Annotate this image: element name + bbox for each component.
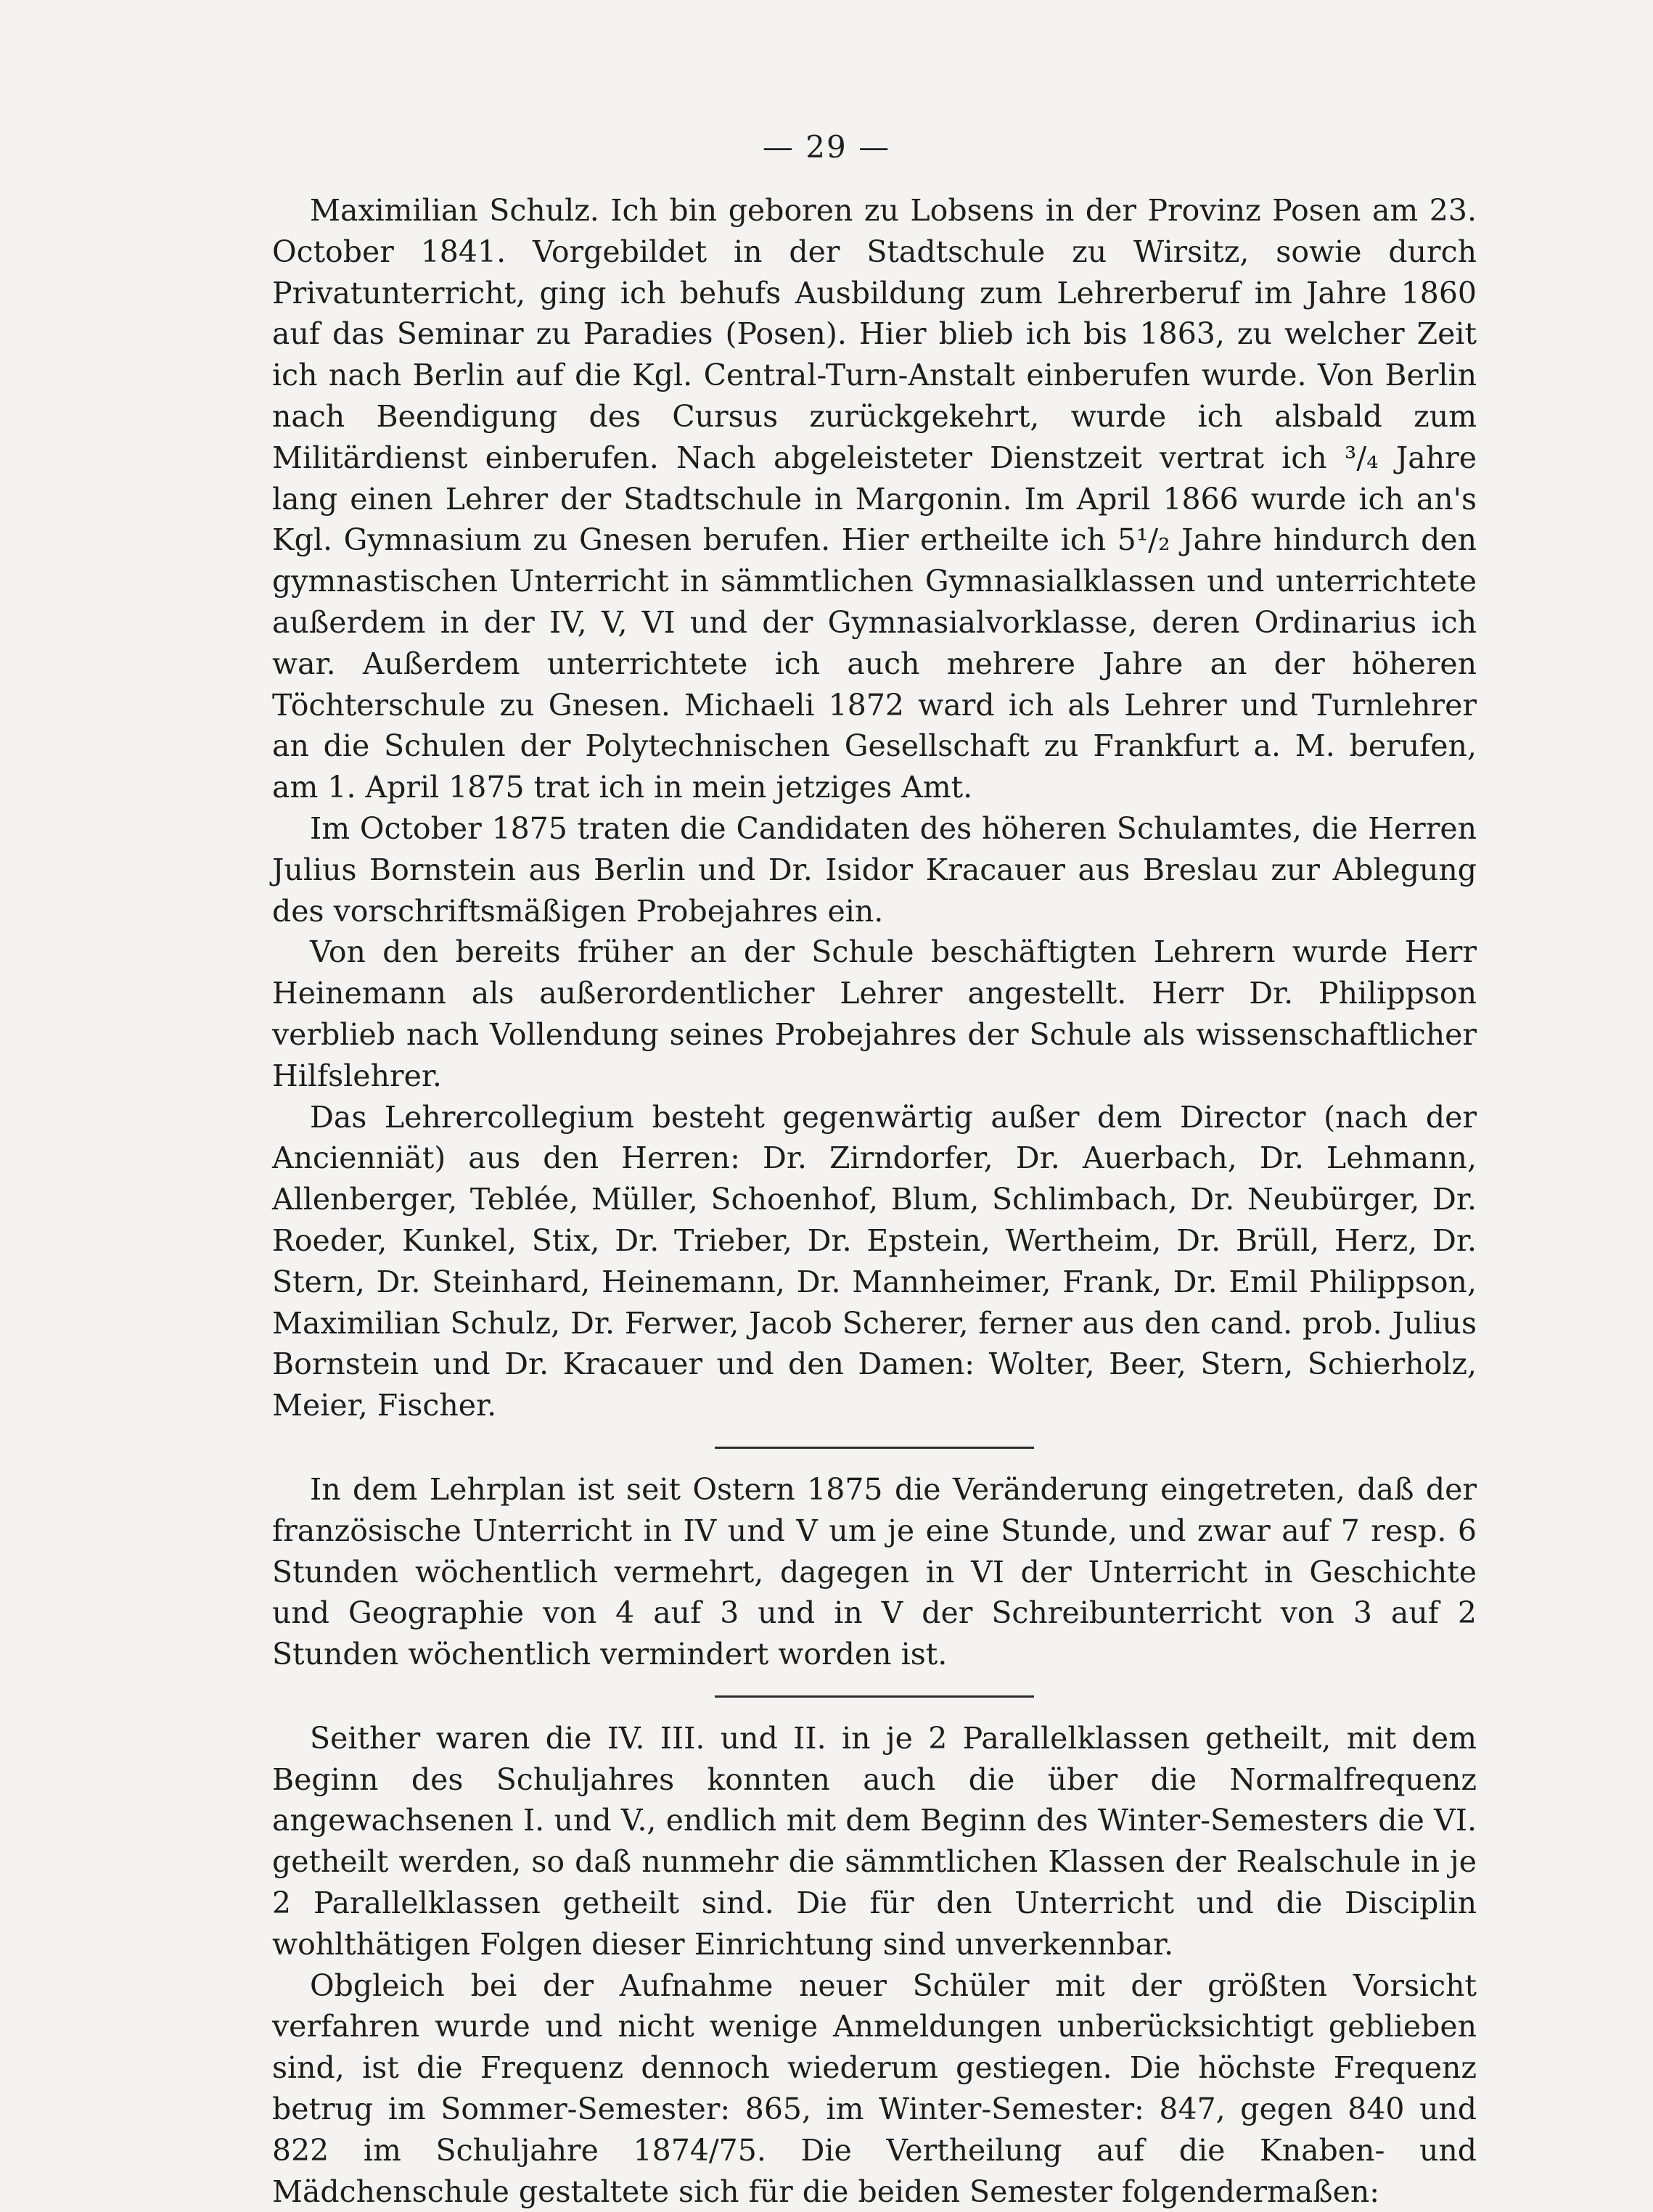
body-text xyxy=(272,190,1477,2212)
page-number: — 29 — xyxy=(762,129,891,165)
paragraph-heinemann: Von den bereits früher an der Schule beschäftigten Lehrern wurde Herr Heinemann als außerordentlicher Lehrer angestellt. Herr Dr. Philippson verblieb nach Vollendung seines Probejahres der Schule als wissenschaftlicher Hilfslehrer. xyxy=(272,934,1477,1093)
paragraph-lehrercollegium: Das Lehrercollegium besteht gegenwärtig außer dem Director (nach der Ancienniät) aus den Herren: Dr. Zirndorfer, Dr. Auerbach, Dr. Lehmann, Allenberger, Teblée, Müller, Schoenhof, Blum, Schlimbach, Dr. Neubürger, Dr. Roeder, Kunkel, Stix, Dr. Trieber, Dr. Epstein, Wertheim, Dr. Brüll, Herz, Dr. Stern, Dr. Steinhard, Heinemann, Dr. Mannheimer, Frank, Dr. Emil Philippson, Maximilian Schulz, Dr. Ferwer, Jacob Scherer, ferner aus den cand. prob. Julius Bornstein und Dr. Kracauer und den Damen: Wolter, Beer, Stern, Schierholz, Meier, Fischer. xyxy=(272,1099,1477,1423)
paragraph-candidates: Im October 1875 traten die Candidaten des höheren Schulamtes, die Herren Julius Bornstein aus Berlin und Dr. Isidor Kracauer aus Breslau zur Ablegung des vorschriftsmäßigen Probejahres ein. xyxy=(272,810,1477,929)
paragraph-frequenz: Obgleich bei der Aufnahme neuer Schüler mit der größten Vorsicht verfahren wurde und nicht wenige Anmeldungen unberücksichtigt geblieben sind, ist die Frequenz dennoch wiederum gestiegen. Die höchste Frequenz betrug im Sommer-Semester: 865, im Winter-Semester: 847, gegen 840 und 822 im Schuljahre 1874/75. Die Vertheilung auf die Knaben- und Mädchenschule gestaltete sich für die beiden Semester folgendermaßen: xyxy=(272,1968,1477,2209)
paragraph-schulz-biography: Maximilian Schulz. Ich bin geboren zu Lobsens in der Provinz Posen am 23. October 1841. Vorgebildet in der Stadtschule zu Wirsitz, sowie durch Privatunterricht, ging ich behufs Ausbildung zum Lehrerberuf im Jahre 1860 auf das Seminar zu Paradies (Posen). Hier blieb ich bis 1863, zu welcher Zeit ich nach Berlin auf die Kgl. Central-Turn-Anstalt einberufen wurde. Von Berlin nach Beendigung des Cursus zurückgekehrt, wurde ich alsbald zum Militärdienst einberufen. Nach abgeleisteter Dienstzeit vertrat ich ³/₄ Jahre lang einen Lehrer der Stadtschule in Margonin. Im April 1866 wurde ich an's Kgl. Gymnasium zu Gnesen berufen. Hier ertheilte ich 5¹/₂ Jahre hindurch den gymnastischen Unterricht in sämmtlichen Gymnasialklassen und unterrichtete außerdem in der IV, V, VI und der Gymnasialvorklasse, deren Ordinarius ich war. Außerdem unterrichtete ich auch mehrere Jahre an der höheren Töchterschule zu Gnesen. Michaeli 1872 ward ich als Lehrer und Turnlehrer an die Schulen der Polytechnischen Gesellschaft zu Frankfurt a. M. berufen, am 1. April 1875 trat ich in mein jetziges Amt. xyxy=(272,193,1477,805)
section-divider xyxy=(715,1447,1034,1449)
section-divider xyxy=(715,1695,1034,1698)
paragraph-lehrplan: In dem Lehrplan ist seit Ostern 1875 die Veränderung eingetreten, daß der französische Unterricht in IV und V um je eine Stunde, und zwar auf 7 resp. 6 Stunden wöchentlich vermehrt, dagegen in VI der Unterricht in Geschichte und Geographie von 4 auf 3 und in V der Schreibunterricht von 3 auf 2 Stunden wöchentlich vermindert worden ist. xyxy=(272,1471,1477,1672)
paragraph-parallelklassen: Seither waren die IV. III. und II. in je 2 Parallelklassen getheilt, mit dem Beginn des Schuljahres konnten auch die über die Normalfrequenz angewachsenen I. und V., endlich mit dem Beginn des Winter-Semesters die VI. getheilt werden, so daß nunmehr die sämmtlichen Klassen der Realschule in je 2 Parallelklassen getheilt sind. Die für den Unterricht und die Disciplin wohlthätigen Folgen dieser Einrichtung sind unverkennbar. xyxy=(272,1720,1477,1962)
